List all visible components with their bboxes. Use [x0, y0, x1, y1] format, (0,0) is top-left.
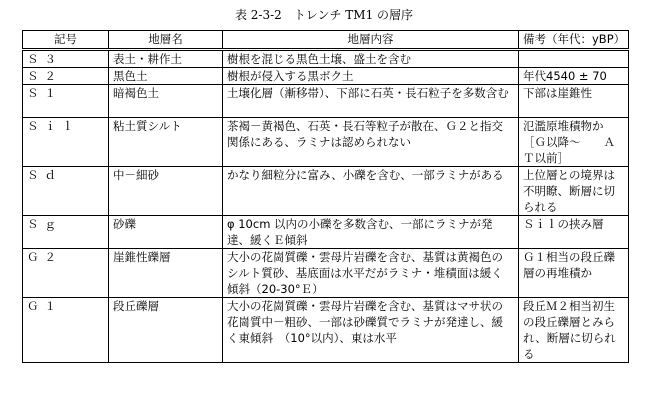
table-row [23, 298, 629, 363]
remarks-cell [519, 50, 629, 68]
symbol-cell: Ｓｄ [23, 167, 109, 216]
remarks-cell: Ｓｉｌの挟み層 [519, 216, 629, 249]
layer-content-cell: 樹根を混じる黒色土壌、盛土を含む [223, 50, 519, 68]
layer-name-cell: 砂礫 [109, 216, 223, 249]
remarks-cell: 氾濫原堆積物か［Ｇ以降～ ＡＴ以前］ [519, 118, 629, 167]
layer-name-cell: 崖錐性礫層 [109, 249, 223, 298]
table-row [23, 85, 629, 118]
symbol-cell: Ｇ１ [23, 298, 109, 363]
header-remarks: 備考（年代：yBP） [519, 31, 629, 50]
table-row [23, 216, 629, 249]
table-caption: 表 2-3-2 トレンチ TM1 の層序 [234, 8, 414, 22]
layer-content-cell: φ 10cm 以内の小礫を多数含む、一部にラミナが発達、緩くＥ傾斜 [223, 216, 519, 249]
stratigraphy-table [22, 30, 629, 363]
layer-content-cell: 大小の花崗質礫・雲母片岩礫を含む、基質はマサ状の花崗質中－粗砂、一部は砂礫質でラミナが発達し、緩く東傾斜 （10°以内）、東は水平 [223, 298, 519, 363]
table-row [23, 50, 629, 68]
layer-name-cell: 黒色土 [109, 68, 223, 85]
header-layer-name: 地層名 [109, 31, 223, 50]
remarks-cell: 上位層との境界は不明瞭、断層に切られる [519, 167, 629, 216]
symbol-cell: Ｓ３ [23, 50, 109, 68]
symbol-cell: Ｓ２ [23, 68, 109, 85]
layer-name-cell: 段丘礫層 [109, 298, 223, 363]
remarks-cell: 段丘Ｍ２相当初生の段丘礫層とみられ、断層に切られる [519, 298, 629, 363]
layer-name-cell: 暗褐色土 [109, 85, 223, 118]
symbol-cell: Ｓｇ [23, 216, 109, 249]
layer-content-cell: かなり細粒分に富み、小礫を含む、一部ラミナがある [223, 167, 519, 216]
table-header-row [23, 31, 629, 50]
table-row [23, 118, 629, 167]
symbol-cell: Ｇ２ [23, 249, 109, 298]
layer-name-cell: 中－細砂 [109, 167, 223, 216]
table-row [23, 249, 629, 298]
layer-content-cell: 大小の花崗質礫・雲母片岩礫を含む、基質は黄褐色のシルト質砂、基底面は水平だがラミナ・堆積面は緩く傾斜（20-30°Ｅ） [223, 249, 519, 298]
layer-name-cell: 粘土質シルト [109, 118, 223, 167]
layer-content-cell: 土壌化層（漸移帯）、下部に石英・長石粒子を多数含む [223, 85, 519, 118]
layer-name-cell: 表土・耕作土 [109, 50, 223, 68]
header-symbol: 記号 [23, 31, 109, 50]
remarks-cell: 下部は崖錐性 [519, 85, 629, 118]
remarks-cell: Ｇ１相当の段丘礫層の再堆積か [519, 249, 629, 298]
table-row [23, 68, 629, 85]
remarks-cell: 年代4540 ± 70 [519, 68, 629, 85]
header-layer-content: 地層内容 [223, 31, 519, 50]
layer-content-cell: 茶褐－黄褐色、石英・長石等粒子が散在、Ｇ２と指交関係にある、ラミナは認められない [223, 118, 519, 167]
table-row [23, 167, 629, 216]
symbol-cell: Ｓ１ [23, 85, 109, 118]
symbol-cell: Ｓｉｌ [23, 118, 109, 167]
layer-content-cell: 樹根が侵入する黒ボク土 [223, 68, 519, 85]
